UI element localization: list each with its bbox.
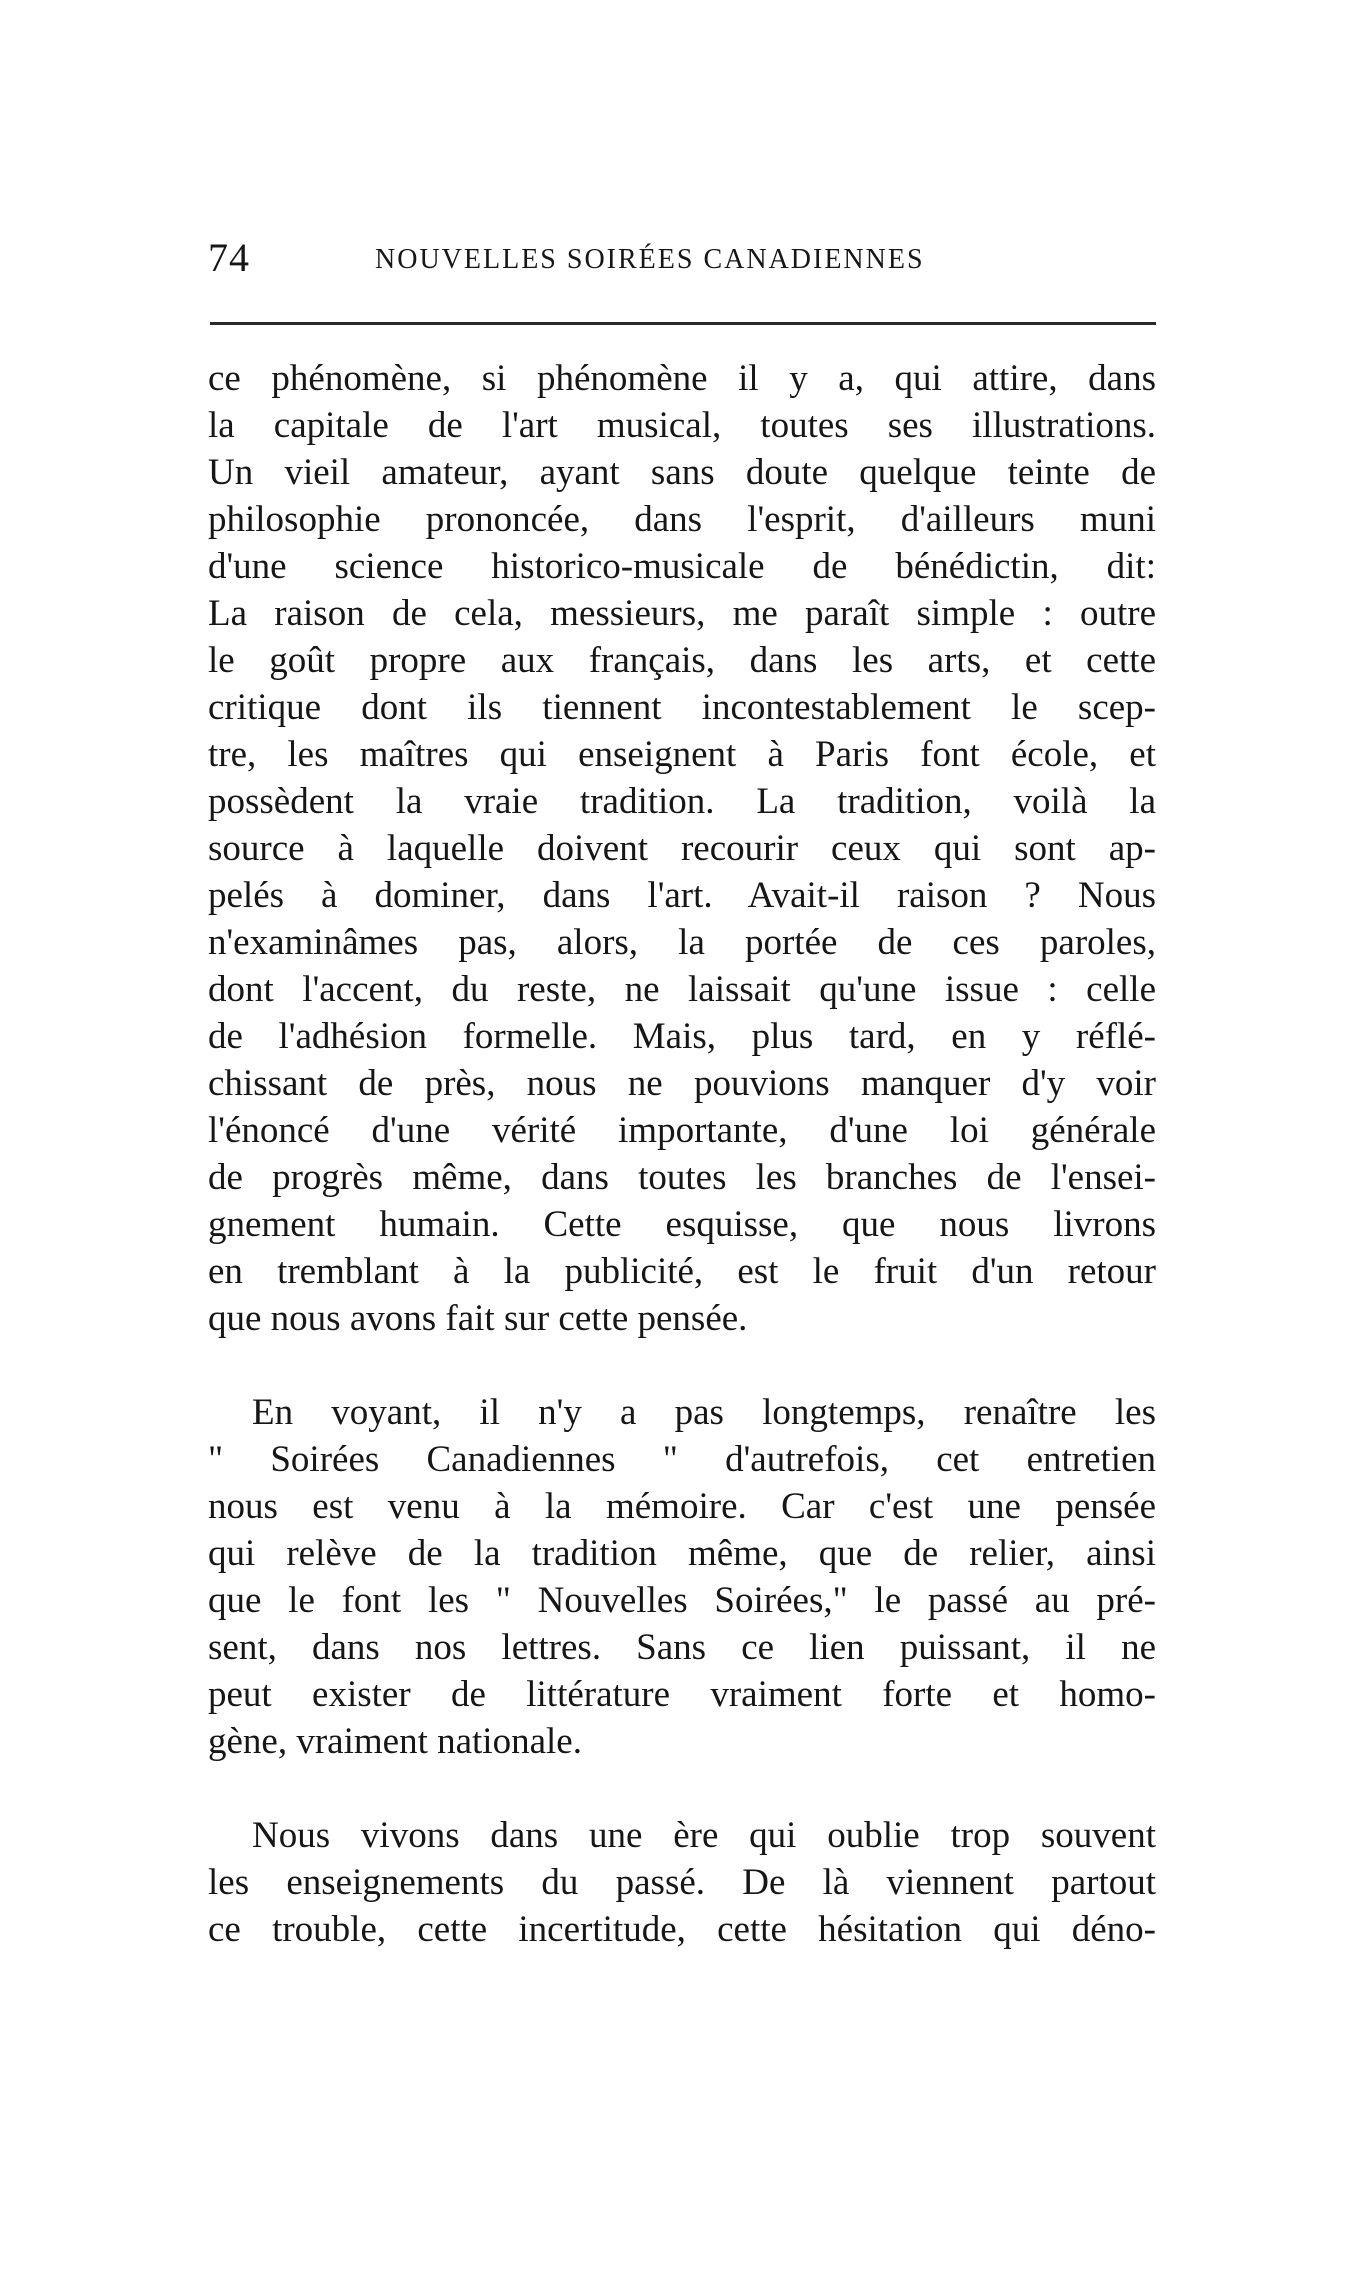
text-line: en tremblant à la publicité, est le fruit d'un retour — [208, 1251, 1156, 1292]
text-line: dont l'accent, du reste, ne laissait qu'une issue : celle — [208, 969, 1156, 1010]
text-line: gnement humain. Cette esquisse, que nous livrons — [208, 1204, 1156, 1245]
text-line: les enseignements du passé. De là viennent partout — [208, 1862, 1156, 1903]
text-line: chissant de près, nous ne pouvions manquer d'y voir — [208, 1063, 1156, 1104]
paragraph — [208, 1389, 1156, 1765]
text-line: nous est venu à la mémoire. Car c'est une pensée — [208, 1486, 1156, 1527]
text-line: peut exister de littérature vraiment forte et homo- — [208, 1674, 1156, 1715]
running-title: NOUVELLES SOIRÉES CANADIENNES — [375, 244, 925, 275]
text-line: que nous avons fait sur cette pensée. — [208, 1298, 748, 1339]
text-line: de progrès même, dans toutes les branches de l'ensei- — [208, 1157, 1156, 1198]
text-line: La raison de cela, messieurs, me paraît simple : outre — [208, 593, 1156, 634]
text-line: pelés à dominer, dans l'art. Avait-il raison ? Nous — [208, 875, 1156, 916]
text-line: " Soirées Canadiennes " d'autrefois, cet entretien — [208, 1439, 1156, 1480]
text-line: tre, les maîtres qui enseignent à Paris font école, et — [208, 734, 1156, 775]
text-line: qui relève de la tradition même, que de relier, ainsi — [208, 1533, 1156, 1574]
text-line: n'examinâmes pas, alors, la portée de ces paroles, — [208, 922, 1156, 963]
text-line: d'une science historico-musicale de bénédictin, dit: — [208, 546, 1156, 587]
text-line: sent, dans nos lettres. Sans ce lien puissant, il ne — [208, 1627, 1156, 1668]
text-line: gène, vraiment nationale. — [208, 1721, 582, 1762]
paragraph — [208, 355, 1156, 1342]
text-line: ce trouble, cette incertitude, cette hésitation qui déno- — [208, 1909, 1156, 1950]
body-text — [208, 355, 1156, 1953]
paragraph — [208, 1812, 1156, 1953]
page-number: 74 — [208, 235, 250, 280]
text-line: Nous vivons dans une ère qui oublie trop souvent — [252, 1815, 1156, 1856]
text-line: critique dont ils tiennent incontestablement le scep- — [208, 687, 1156, 728]
header-rule — [210, 322, 1156, 325]
text-line: En voyant, il n'y a pas longtemps, renaître les — [252, 1392, 1156, 1433]
text-line: de l'adhésion formelle. Mais, plus tard, en y réflé- — [208, 1016, 1156, 1057]
text-line: philosophie prononcée, dans l'esprit, d'ailleurs muni — [208, 499, 1156, 540]
page-header — [208, 232, 1158, 284]
text-line: ce phénomène, si phénomène il y a, qui attire, dans — [208, 358, 1156, 399]
text-line: Un vieil amateur, ayant sans doute quelque teinte de — [208, 452, 1156, 493]
text-line: source à laquelle doivent recourir ceux qui sont ap- — [208, 828, 1156, 869]
text-line: l'énoncé d'une vérité importante, d'une loi générale — [208, 1110, 1156, 1151]
text-line: la capitale de l'art musical, toutes ses illustrations. — [208, 405, 1156, 446]
text-line: que le font les " Nouvelles Soirées," le passé au pré- — [208, 1580, 1156, 1621]
text-line: le goût propre aux français, dans les arts, et cette — [208, 640, 1156, 681]
paragraph-gap — [208, 1342, 1156, 1389]
text-line: possèdent la vraie tradition. La tradition, voilà la — [208, 781, 1156, 822]
paragraph-gap — [208, 1765, 1156, 1812]
